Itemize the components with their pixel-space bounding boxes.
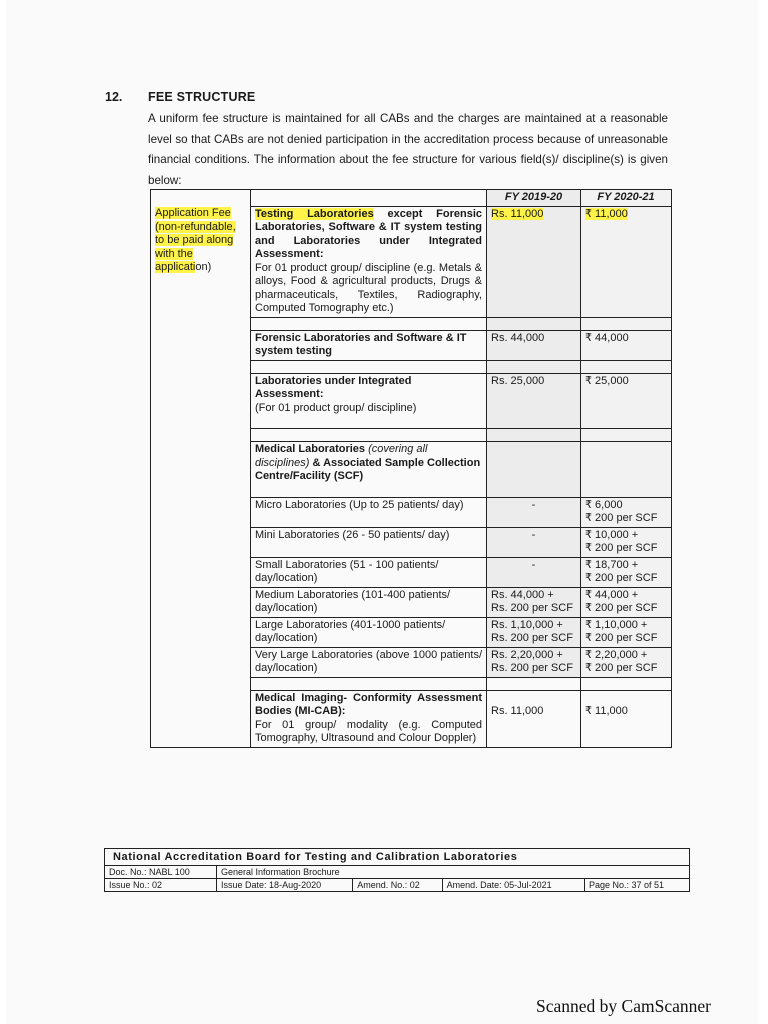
fy2020-value: ₹ 2,20,000 + ₹ 200 per SCF [581, 647, 672, 677]
fy2019-cell [487, 442, 581, 498]
fy2020-value: ₹ 6,000 ₹ 200 per SCF [581, 497, 672, 527]
description-cell: Small Laboratories (51 - 100 patients/ day/location) [251, 557, 487, 587]
row-text: For 01 group/ modality (e.g. Computed Tomography, Ultrasound and Colour Doppler) [255, 718, 482, 744]
fy2019-value: Rs. 2,20,000 + Rs. 200 per SCF [487, 647, 581, 677]
category-highlight: Application Fee (non-refundable, to be paid along with the applicati [155, 207, 236, 273]
section-title: FEE STRUCTURE [148, 90, 256, 104]
fy2020-cell [581, 442, 672, 498]
footer-issue-no: Issue No.: 02 [105, 879, 217, 892]
section-number: 12. [105, 90, 123, 104]
scanner-watermark: Scanned by CamScanner [536, 996, 711, 1016]
fy2020-value: ₹ 1,10,000 + ₹ 200 per SCF [581, 617, 672, 647]
header-blank-cell [151, 190, 251, 207]
row-bold-text: Medical Laboratories [255, 443, 366, 455]
description-cell [251, 206, 487, 317]
header-blank-cell [251, 190, 487, 207]
footer-org: National Accreditation Board for Testing and Calibration Laboratories [105, 849, 690, 866]
fy2020-value: ₹ 44,000 + ₹ 200 per SCF [581, 587, 672, 617]
fy2019-value: Rs. 11,000 [487, 690, 581, 747]
row-italic-text: (covering all disciplines) [255, 443, 428, 469]
row-lead: Testing Laboratories [255, 207, 374, 220]
fy2019-value: - [487, 497, 581, 527]
category-rest: on) [195, 261, 212, 273]
fy2019-cell [487, 206, 581, 317]
description-cell [251, 373, 487, 429]
document-footer [104, 848, 690, 892]
footer-page-no: Page No.: 37 of 51 [585, 879, 690, 892]
section-intro: A uniform fee structure is maintained for all CABs and the charges are maintained at a reasonable level so that CABs are not denied participation in the accreditation process because of unreasonable financial conditions. The information about the fee structure for various field(s)/ discipline(s) is given below: [148, 112, 668, 187]
row-text: (For 01 product group/ discipline) [255, 401, 417, 414]
fy2020-value: ₹ 25,000 [581, 373, 672, 429]
fy2020-value: ₹ 44,000 [581, 330, 672, 360]
row-text: For 01 product group/ discipline (e.g. Metals & alloys, Food & agricultural products, Drugs & pharmaceuticals, Textiles, Radiography, Computed Tomography etc.) [255, 261, 482, 314]
description-cell: Medium Laboratories (101-400 patients/ day/location) [251, 587, 487, 617]
table-row [151, 206, 672, 317]
row-bold-text-2: & Associated Sample Collection Centre/Facility (SCF) [255, 456, 481, 482]
row-bold-text: except Forensic Laboratories, Software & IT system testing and Laboratories under Integrated Assessment: [255, 207, 482, 260]
fy2020-value: ₹ 10,000 + ₹ 200 per SCF [581, 527, 672, 557]
fy2019-value: Rs. 11,000 [491, 207, 544, 220]
fy2020-value: ₹ 11,000 [581, 690, 672, 747]
footer-amend-no: Amend. No.: 02 [353, 879, 442, 892]
row-bold-text: Medical Imaging- Conformity Assessment Bodies (MI-CAB): [255, 691, 482, 717]
footer-doc-no: Doc. No.: NABL 100 [105, 866, 217, 879]
row-bold-text: Laboratories under Integrated Assessment: [255, 374, 412, 400]
description-cell: Large Laboratories (401-1000 patients/ day/location) [251, 617, 487, 647]
footer-amend-date: Amend. Date: 05-Jul-2021 [442, 879, 584, 892]
fy2020-value: ₹ 18,700 + ₹ 200 per SCF [581, 557, 672, 587]
description-cell [251, 442, 487, 498]
description-cell: Very Large Laboratories (above 1000 patients/ day/location) [251, 647, 487, 677]
description-cell: Mini Laboratories (26 - 50 patients/ day) [251, 527, 487, 557]
fy2020-cell [581, 206, 672, 317]
fy2019-value: Rs. 44,000 + Rs. 200 per SCF [487, 587, 581, 617]
footer-doc-title: General Information Brochure [217, 866, 690, 879]
column-header-fy2020: FY 2020-21 [581, 190, 672, 207]
fee-table-header-row [151, 190, 672, 207]
fee-table [150, 189, 672, 748]
fy2019-value: - [487, 527, 581, 557]
category-cell [151, 206, 251, 747]
fy2020-value: ₹ 11,000 [585, 207, 628, 220]
description-cell: Micro Laboratories (Up to 25 patients/ day) [251, 497, 487, 527]
description-cell [251, 690, 487, 747]
column-header-fy2019: FY 2019-20 [487, 190, 581, 207]
footer-issue-date: Issue Date: 18-Aug-2020 [217, 879, 353, 892]
fy2019-value: Rs. 25,000 [487, 373, 581, 429]
fy2019-value: Rs. 1,10,000 + Rs. 200 per SCF [487, 617, 581, 647]
fy2019-value: - [487, 557, 581, 587]
fy2019-value: Rs. 44,000 [487, 330, 581, 360]
description-cell: Forensic Laboratories and Software & IT system testing [251, 330, 487, 360]
